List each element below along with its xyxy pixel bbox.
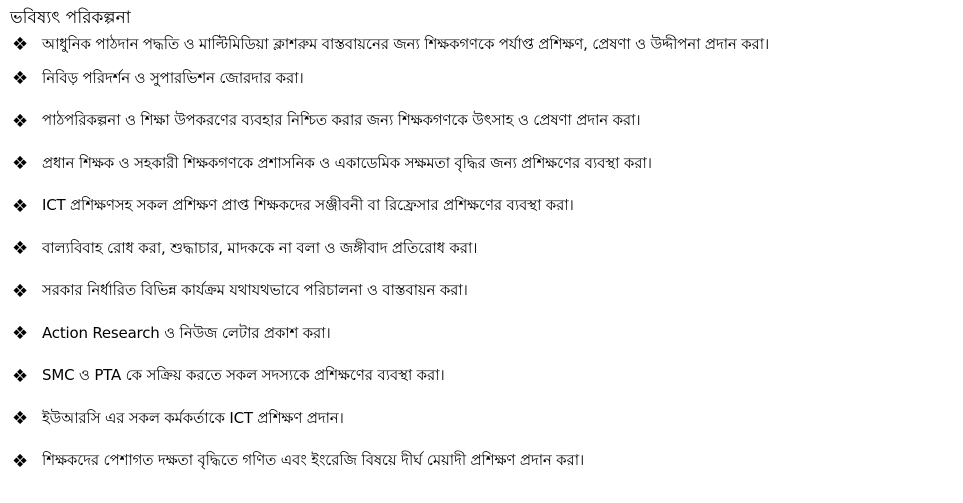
four-diamond-bullet-icon: ❖	[12, 195, 29, 217]
four-diamond-bullet-icon: ❖	[12, 323, 29, 345]
list-item-text: শিক্ষকদের পেশাগত দক্ষতা বৃদ্ধিতে গণিত এবং ইংরেজি বিষয়ে দীর্ঘ মেয়াদী প্রশিক্ষণ প্রদান করা।	[42, 451, 585, 470]
page-title: ভবিষ্যৎ পরিকল্পনা	[10, 8, 131, 28]
list-item	[10, 398, 955, 441]
list-item	[10, 101, 955, 144]
list-item	[10, 143, 955, 186]
four-diamond-bullet-icon: ❖	[12, 450, 29, 472]
four-diamond-bullet-icon: ❖	[12, 280, 29, 302]
list-item	[10, 313, 955, 356]
four-diamond-bullet-icon: ❖	[12, 68, 29, 90]
list-item	[10, 186, 955, 229]
list-item-text: আধুনিক পাঠদান পদ্ধতি ও মাল্টিমিডিয়া ক্লাশরুম বাস্তবায়নের জন্য শিক্ষকগণকে পর্যাপ্ত প্রশিক্ষণ, প্রেষণা ও উদ্দীপনা প্রদান করা।	[42, 34, 770, 53]
four-diamond-bullet-icon: ❖	[12, 408, 29, 430]
list-item	[10, 271, 955, 314]
list-item	[10, 58, 955, 101]
list-item	[10, 356, 955, 399]
four-diamond-bullet-icon: ❖	[12, 238, 29, 260]
list-item-text: নিবিড় পরিদর্শন ও সুপারভিশন জোরদার করা।	[42, 68, 304, 87]
list-item-text: সরকার নির্ধারিত বিভিন্ন কার্যক্রম যথাযথভাবে পরিচালনা ও বাস্তবায়ন করা।	[42, 281, 468, 300]
list-item-text: Action Research ও নিউজ লেটার প্রকাশ করা।	[42, 323, 331, 342]
four-diamond-bullet-icon: ❖	[12, 110, 29, 132]
four-diamond-bullet-icon: ❖	[12, 34, 29, 55]
list-item	[10, 228, 955, 271]
list-item-text: ICT প্রশিক্ষণসহ সকল প্রশিক্ষণ প্রাপ্ত শিক্ষকদের সঞ্জীবনী বা রিফ্রেসার প্রশিক্ষণের ব্যবস্থা করা।	[42, 196, 574, 215]
list-item	[10, 441, 955, 484]
future-plan-document	[10, 4, 955, 483]
list-item	[10, 32, 955, 58]
list-item-text: SMC ও PTA কে সক্রিয় করতে সকল সদস্যকে প্রশিক্ষণের ব্যবস্থা করা।	[42, 366, 445, 385]
list-item-text: প্রধান শিক্ষক ও সহকারী শিক্ষকগণকে প্রশাসনিক ও একাডেমিক সক্ষমতা বৃদ্ধির জন্য প্রশিক্ষণের ব্যবস্থা করা।	[42, 153, 652, 172]
list-item-text: পাঠপরিকল্পনা ও শিক্ষা উপকরণের ব্যবহার নিশ্চিত করার জন্য শিক্ষকগণকে উৎসাহ ও প্রেষণা প্রদান করা।	[42, 111, 641, 130]
list-item-text: ইউআরসি এর সকল কর্মকর্তাকে ICT প্রশিক্ষণ প্রদান।	[42, 408, 344, 427]
list-item-text: বাল্যবিবাহ রোধ করা, শুদ্ধাচার, মাদককে না বলা ও জঙ্গীবাদ প্রতিরোধ করা।	[42, 238, 478, 257]
four-diamond-bullet-icon: ❖	[12, 153, 29, 175]
plan-list	[10, 32, 955, 483]
four-diamond-bullet-icon: ❖	[12, 365, 29, 387]
